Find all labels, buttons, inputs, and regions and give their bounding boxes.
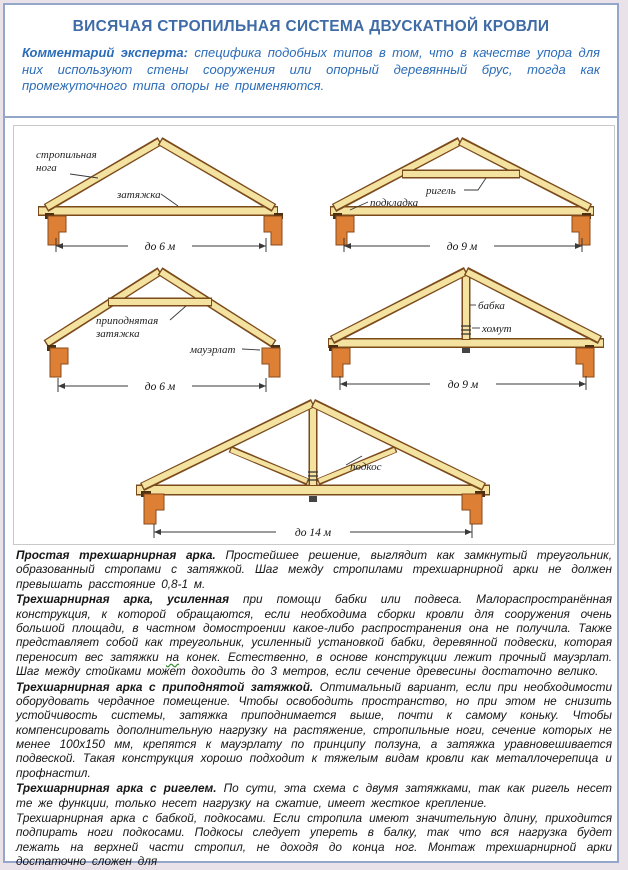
rafter-label-line2: нога: [36, 162, 57, 174]
page-title: ВИСЯЧАЯ СТРОПИЛЬНАЯ СИСТЕМА ДВУСКАТНОЙ КРОВЛИ: [72, 18, 550, 35]
khomut-label: хомут: [482, 323, 512, 335]
expert-comment: [22, 45, 600, 95]
label-babka: [470, 300, 505, 312]
paragraph-lead: Трехшарнирная арка, усиленная: [16, 592, 230, 607]
rafter-label-line1: стропильная: [36, 149, 97, 161]
raised-tie-label-line2: затяжка: [96, 328, 140, 340]
span-dimension: до 6 м: [144, 381, 176, 393]
podkladka-label: подкладка: [370, 197, 419, 209]
diagram-strut-truss: [108, 392, 518, 542]
rigel-truss-drawing: [318, 132, 608, 256]
paragraph-rigel-arch: [16, 781, 612, 810]
paragraph-lead: Трехшарнирная арка с бабкой, подкосами.: [16, 811, 267, 826]
paragraph-body: По сути, эта схема с двумя затяжками, так как ригель несет те же функции, только несет нагрузку на сжатие, имеет жесткое крепление.: [16, 781, 612, 810]
paragraph-lead: Трехшарнирная арка с ригелем.: [16, 781, 217, 796]
span-dimension: до 14 м: [294, 527, 332, 539]
raised-tie-truss-drawing: [20, 262, 310, 394]
king-post-truss-drawing: [318, 262, 608, 394]
article-text: [16, 548, 612, 870]
label-mauerlat: [189, 344, 260, 356]
span-dimension: до 9 м: [447, 379, 479, 391]
babka-label: бабка: [478, 300, 505, 312]
paragraph-raised-tie-arch: [16, 680, 612, 781]
mauerlat-label: мауэрлат: [190, 344, 236, 356]
podkos-label: подкос: [350, 461, 382, 473]
diagram-simple-truss: [20, 132, 310, 256]
paragraph-lead: Простая трехшарнирная арка.: [16, 548, 216, 562]
paragraph-body: Если стропила имеют значительную длину, приходится подпирать ноги подкосами. Подкосы следует упереть в балку, так что вся нагрузка будет лежать на верхней части стропил, не доходя до конца ног. Монтаж трехшарнирной арки достаточно сложен для: [16, 811, 612, 869]
paragraph-reinforced-arch: [16, 592, 612, 678]
label-rafter-leg: [36, 149, 98, 178]
wall-posts: [141, 491, 485, 524]
wall-posts: [47, 345, 280, 377]
paragraph-body: Простейшее решение, выглядит как замкнутый треугольник, образованный стропами с затяжкой. Шаг между стропилами трехшарнирной арки не должен превышать расстояние 0,8-1 м.: [16, 548, 613, 591]
label-tie: [116, 189, 178, 206]
rafter-legs: [46, 271, 274, 344]
label-khomut: [472, 323, 512, 335]
rigel-label: ригель: [426, 185, 456, 197]
label-rigel: [425, 178, 486, 197]
paragraph-body: конек. Естественно, в основе конструкции лежит прочный мауэрлат. Шаг между стойками может доходить до 3 метров, если сечение древесины достаточно велико.: [16, 649, 613, 679]
tie-label: затяжка: [117, 189, 161, 201]
paragraph-body: Оптимальный вариант, если при необходимости оборудовать чердачное помещение. Чтобы освободить пространство, но при этом не снизить устойчивость системы, затяжка приподнимается выше, почти к самому коньку. Чтобы компенсировать дополнительную нагрузку на растяжение, стропильные ноги, сечение которых не менее 100х150 мм, крепятся к мауэрлату по принципу ползуна, а затяжка уравновешивается подвеской. Такая конструкция хорошо подходит к тяжелым видам кровли как металлочерепица и профнастил.: [16, 679, 613, 780]
paragraph-body: при помощи бабки или подвеса. Малораспространённая конструкция, к которой обращаются, если необходима сборки кровли для сооружения очень большой площади, в частном домостроении какое-либо распространения она не получила. Также представляет собой как треугольник, усиленный установкой бабки, деревянной подвески, которая переносит вес затяжки: [16, 592, 613, 664]
diagram-king-post-truss: [318, 262, 608, 394]
strut-truss-drawing: [108, 392, 518, 542]
label-raised-tie: [95, 306, 186, 340]
diagram-rigel-truss: [318, 132, 608, 256]
simple-truss-drawing: [20, 132, 310, 256]
page-frame: [3, 3, 619, 869]
section-divider: [3, 116, 619, 118]
raised-tie-label-line1: приподнятая: [96, 315, 159, 327]
paragraph-lead: Трехшарнирная арка с приподнятой затяжкой.: [16, 679, 314, 694]
span-dimension: до 6 м: [144, 241, 176, 253]
span-dimension: до 9 м: [446, 241, 478, 253]
truss-diagrams-panel: [13, 125, 615, 545]
expert-comment-text: специфика подобных типов в том, что в качестве упора для них используют стены сооружения или опорный деревянный брус, тогда как промежуточного типа опоры не применяются.: [22, 45, 600, 94]
expert-comment-label: Комментарий эксперта:: [22, 45, 188, 60]
diagram-raised-tie-truss: [20, 262, 310, 394]
paragraph-simple-arch: [16, 548, 612, 591]
paragraph-strut-arch: [16, 811, 612, 869]
wall-posts: [329, 345, 594, 377]
spellcheck-word: на: [166, 649, 180, 664]
